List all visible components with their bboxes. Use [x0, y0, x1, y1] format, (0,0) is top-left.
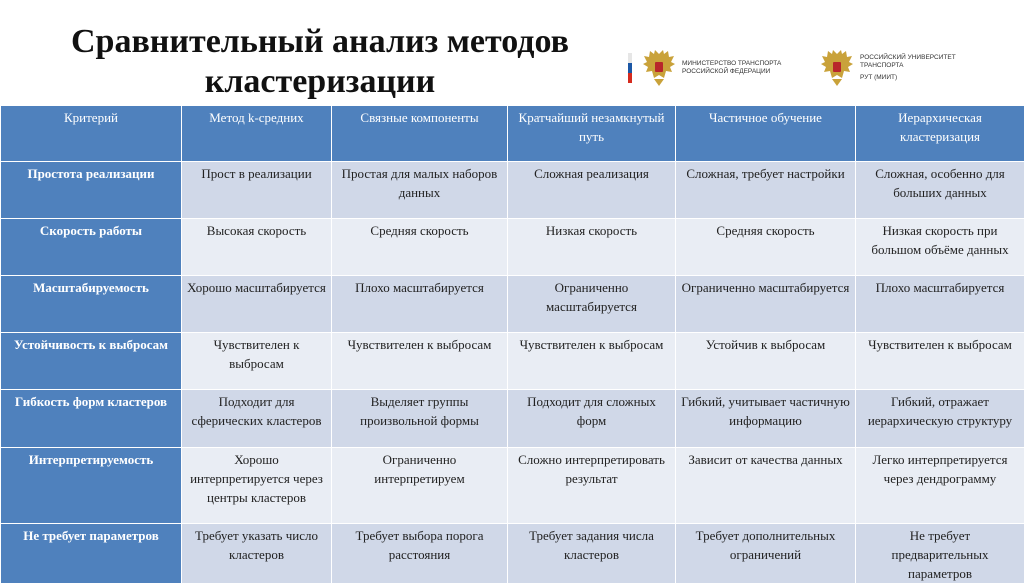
- university-logo: [820, 46, 956, 90]
- ministry-logo-line-2: РОССИЙСКОЙ ФЕДЕРАЦИИ: [682, 68, 781, 76]
- table-cell: Гибкий, учитывает частичную информацию: [676, 390, 856, 448]
- row-criterion: Масштабируемость: [1, 276, 182, 333]
- table-cell: Ограниченно масштабируется: [676, 276, 856, 333]
- table-cell: Сложная реализация: [508, 162, 676, 219]
- table-row: [1, 219, 1024, 276]
- table-row: [1, 524, 1024, 584]
- table-cell: Средняя скорость: [332, 219, 508, 276]
- university-logo-text: [860, 54, 956, 82]
- eagle-emblem-icon: [642, 48, 676, 88]
- table-cell: Плохо масштабируется: [856, 276, 1024, 333]
- table-cell: Требует указать число кластеров: [182, 524, 332, 584]
- ministry-logo-line-1: МИНИСТЕРСТВО ТРАНСПОРТА: [682, 60, 781, 68]
- header-criterion: Критерий: [1, 106, 182, 162]
- table-cell: Подходит для сферических кластеров: [182, 390, 332, 448]
- table-cell: Требует дополнительных ограничений: [676, 524, 856, 584]
- row-criterion: Не требует параметров: [1, 524, 182, 584]
- table-cell: Средняя скорость: [676, 219, 856, 276]
- university-logo-line-3: РУТ (МИИТ): [860, 74, 956, 82]
- table-cell: Низкая скорость при большом объёме данных: [856, 219, 1024, 276]
- table-cell: Подходит для сложных форм: [508, 390, 676, 448]
- table-row: [1, 448, 1024, 524]
- row-criterion: Гибкость форм кластеров: [1, 390, 182, 448]
- table-cell: Ограниченно интерпретируем: [332, 448, 508, 524]
- table-cell: Прост в реализации: [182, 162, 332, 219]
- ministry-logo-text: [682, 60, 781, 76]
- university-logo-line-2: ТРАНСПОРТА: [860, 62, 956, 70]
- university-logo-line-1: РОССИЙСКИЙ УНИВЕРСИТЕТ: [860, 54, 956, 62]
- russian-flag-icon: [628, 53, 632, 83]
- table-header-row: [1, 106, 1024, 162]
- table-cell: Зависит от качества данных: [676, 448, 856, 524]
- page-title: [0, 22, 640, 102]
- table-cell: Гибкий, отражает иерархическую структуру: [856, 390, 1024, 448]
- table-cell: Низкая скорость: [508, 219, 676, 276]
- row-criterion: Интерпретируемость: [1, 448, 182, 524]
- table-cell: Сложно интерпретировать результат: [508, 448, 676, 524]
- table-cell: Устойчив к выбросам: [676, 333, 856, 390]
- table-cell: Высокая скорость: [182, 219, 332, 276]
- row-criterion: Скорость работы: [1, 219, 182, 276]
- ministry-logo: [628, 46, 781, 90]
- row-criterion: Простота реализации: [1, 162, 182, 219]
- header-kmeans: Метод k-средних: [182, 106, 332, 162]
- table-cell: Не требует предварительных параметров: [856, 524, 1024, 584]
- table-row: [1, 162, 1024, 219]
- table-cell: Чувствителен к выбросам: [182, 333, 332, 390]
- table-cell: Чувствителен к выбросам: [856, 333, 1024, 390]
- header-semi-supervised: Частичное обучение: [676, 106, 856, 162]
- table-cell: Чувствителен к выбросам: [508, 333, 676, 390]
- header-hierarchical: Иерархическая кластеризация: [856, 106, 1024, 162]
- eagle-emblem-icon: [820, 48, 854, 88]
- header-shortest-path: Кратчайший незамкнутый путь: [508, 106, 676, 162]
- page-title-line-2: кластеризации: [0, 62, 640, 102]
- table-cell: Требует задания числа кластеров: [508, 524, 676, 584]
- table-cell: Требует выбора порога расстояния: [332, 524, 508, 584]
- table-cell: Простая для малых наборов данных: [332, 162, 508, 219]
- table-cell: Чувствителен к выбросам: [332, 333, 508, 390]
- table-cell: Хорошо интерпретируется через центры кластеров: [182, 448, 332, 524]
- table-cell: Сложная, особенно для больших данных: [856, 162, 1024, 219]
- page-title-line-1: Сравнительный анализ методов: [0, 22, 640, 62]
- table-row: [1, 390, 1024, 448]
- header-connected-components: Связные компоненты: [332, 106, 508, 162]
- table-cell: Легко интерпретируется через дендрограмму: [856, 448, 1024, 524]
- row-criterion: Устойчивость к выбросам: [1, 333, 182, 390]
- comparison-table: [0, 105, 1024, 584]
- table-cell: Сложная, требует настройки: [676, 162, 856, 219]
- table-row: [1, 333, 1024, 390]
- table-cell: Выделяет группы произвольной формы: [332, 390, 508, 448]
- table-cell: Плохо масштабируется: [332, 276, 508, 333]
- table-row: [1, 276, 1024, 333]
- table-cell: Хорошо масштабируется: [182, 276, 332, 333]
- table-cell: Ограниченно масштабируется: [508, 276, 676, 333]
